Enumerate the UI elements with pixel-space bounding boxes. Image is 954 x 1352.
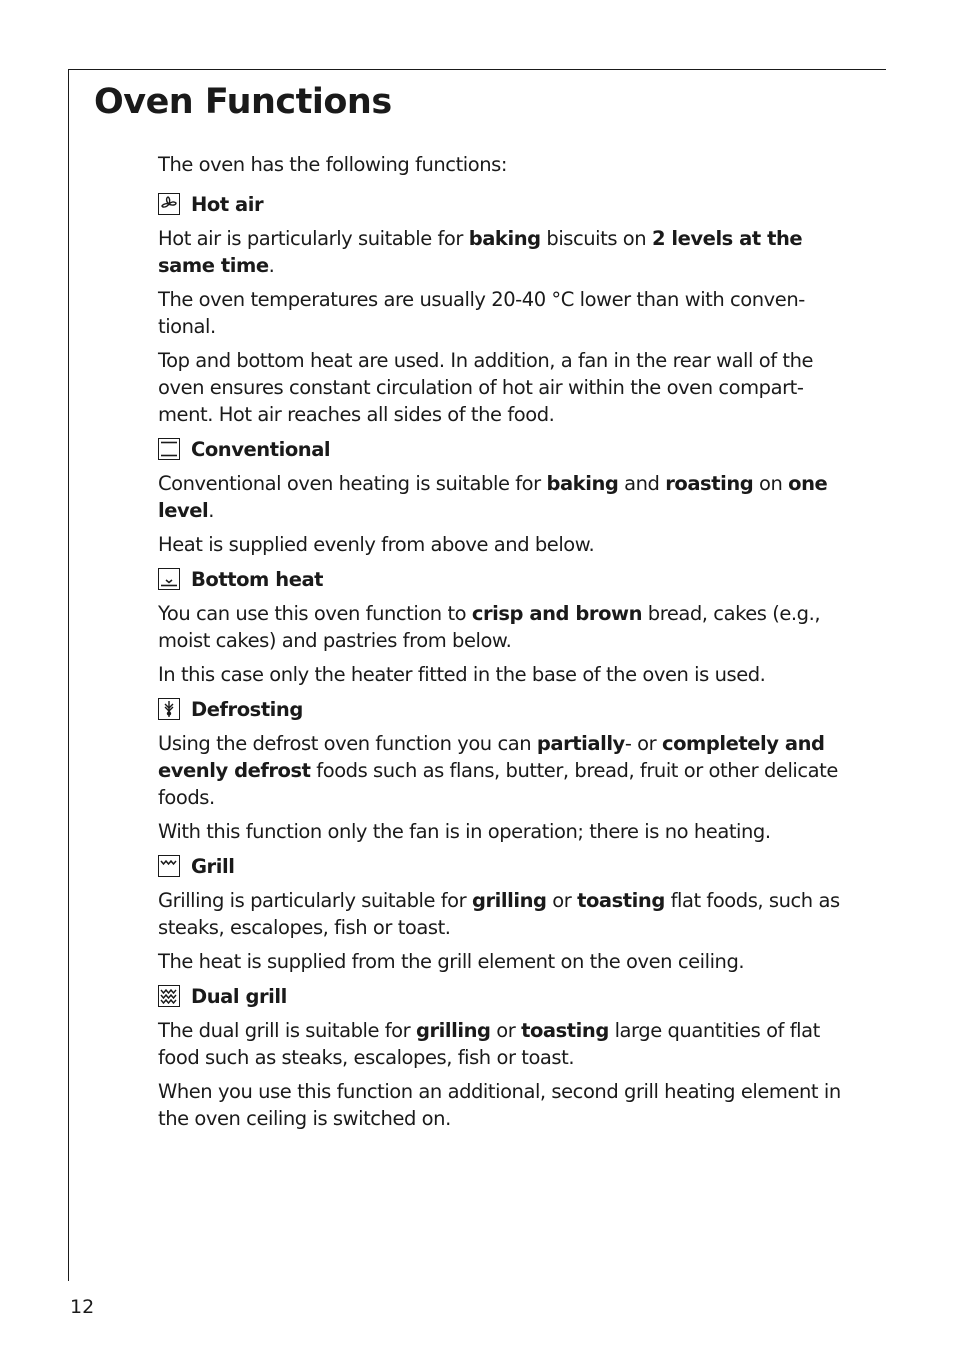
body-text: Top and bottom heat are used. In addition, a fan in the rear wall of the oven ensures constant circulation of hot air within the oven compart-ment. Hot air reaches all sides of the food. [158, 349, 814, 426]
body-paragraph [158, 531, 858, 558]
emphasis-text: grilling [471, 889, 547, 912]
oven-functions-content [158, 151, 858, 1139]
defrosting-icon [158, 698, 180, 720]
section-heading-label: Conventional [191, 437, 331, 461]
bottom-heat-icon [158, 568, 180, 590]
body-text: or [546, 889, 578, 912]
body-paragraph [158, 470, 858, 524]
body-paragraph [158, 887, 858, 941]
section-heading [158, 852, 858, 880]
emphasis-text: crisp and brown [471, 602, 643, 625]
body-paragraph [158, 730, 858, 811]
body-paragraph [158, 347, 858, 428]
body-text: Heat is supplied evenly from above and below. [158, 533, 595, 556]
intro-text: The oven has the following functions: [158, 153, 507, 176]
section-heading [158, 565, 858, 593]
section-heading-label: Dual grill [191, 984, 287, 1008]
dual-grill-icon [158, 985, 180, 1007]
section-heading [158, 695, 858, 723]
hot-air-fan-icon [158, 193, 180, 215]
emphasis-text: completely and evenly defrost [158, 732, 825, 782]
body-text: biscuits on [540, 227, 652, 250]
emphasis-text: toasting [521, 1019, 609, 1042]
body-text: When you use this function an additional, second grill heating element in the oven ceiling is switched on. [158, 1080, 841, 1130]
grill-icon [158, 855, 180, 877]
body-paragraph [158, 286, 858, 340]
top-rule [68, 69, 886, 70]
body-paragraph [158, 818, 858, 845]
body-text: Grilling is particularly suitable for [158, 889, 472, 912]
body-text: large quantities of flat food such as steaks, escalopes, fish or toast. [158, 1019, 820, 1069]
section-heading-label: Hot air [191, 192, 264, 216]
emphasis-text: grilling [415, 1019, 491, 1042]
body-text: The dual grill is suitable for [158, 1019, 416, 1042]
body-text: You can use this oven function to [158, 602, 472, 625]
body-text: In this case only the heater fitted in the base of the oven is used. [158, 663, 766, 686]
conventional-heat-icon [158, 438, 180, 460]
body-text: or [490, 1019, 522, 1042]
section-heading [158, 435, 858, 463]
body-paragraph [158, 1078, 858, 1132]
emphasis-text: one level [158, 472, 828, 522]
body-text: Using the defrost oven function you can [158, 732, 537, 755]
body-text: flat foods, such as steaks, escalopes, fish or toast. [158, 889, 840, 939]
body-text: Hot air is particularly suitable for [158, 227, 469, 250]
body-text: With this function only the fan is in operation; there is no heating. [158, 820, 771, 843]
emphasis-text: roasting [665, 472, 754, 495]
left-rule [68, 69, 69, 1281]
body-paragraph [158, 600, 858, 654]
body-text: . [268, 254, 275, 277]
emphasis-text: baking [468, 227, 541, 250]
body-paragraph [158, 661, 858, 688]
body-paragraph [158, 1017, 858, 1071]
section-heading-label: Defrosting [191, 697, 303, 721]
section-heading [158, 190, 858, 218]
body-text: - or [624, 732, 662, 755]
body-paragraph [158, 225, 858, 279]
section-heading-label: Grill [191, 854, 235, 878]
body-paragraph [158, 948, 858, 975]
section-heading-label: Bottom heat [191, 567, 324, 591]
body-text: foods such as flans, butter, bread, fruit or other delicate foods. [158, 759, 838, 809]
emphasis-text: 2 levels at the same time [158, 227, 803, 277]
page-title: Oven Functions [94, 82, 392, 122]
emphasis-text: toasting [577, 889, 665, 912]
body-text: and [618, 472, 666, 495]
emphasis-text: baking [546, 472, 619, 495]
body-text: bread, cakes (e.g., moist cakes) and pastries from below. [158, 602, 821, 652]
body-text: The heat is supplied from the grill element on the oven ceiling. [158, 950, 745, 973]
body-text: on [753, 472, 789, 495]
body-text: The oven temperatures are usually 20-40 °C lower than with conven-tional. [158, 288, 805, 338]
emphasis-text: partially [536, 732, 625, 755]
body-text: Conventional oven heating is suitable for [158, 472, 547, 495]
section-heading [158, 982, 858, 1010]
body-text: . [208, 499, 215, 522]
page-number: 12 [70, 1296, 95, 1318]
